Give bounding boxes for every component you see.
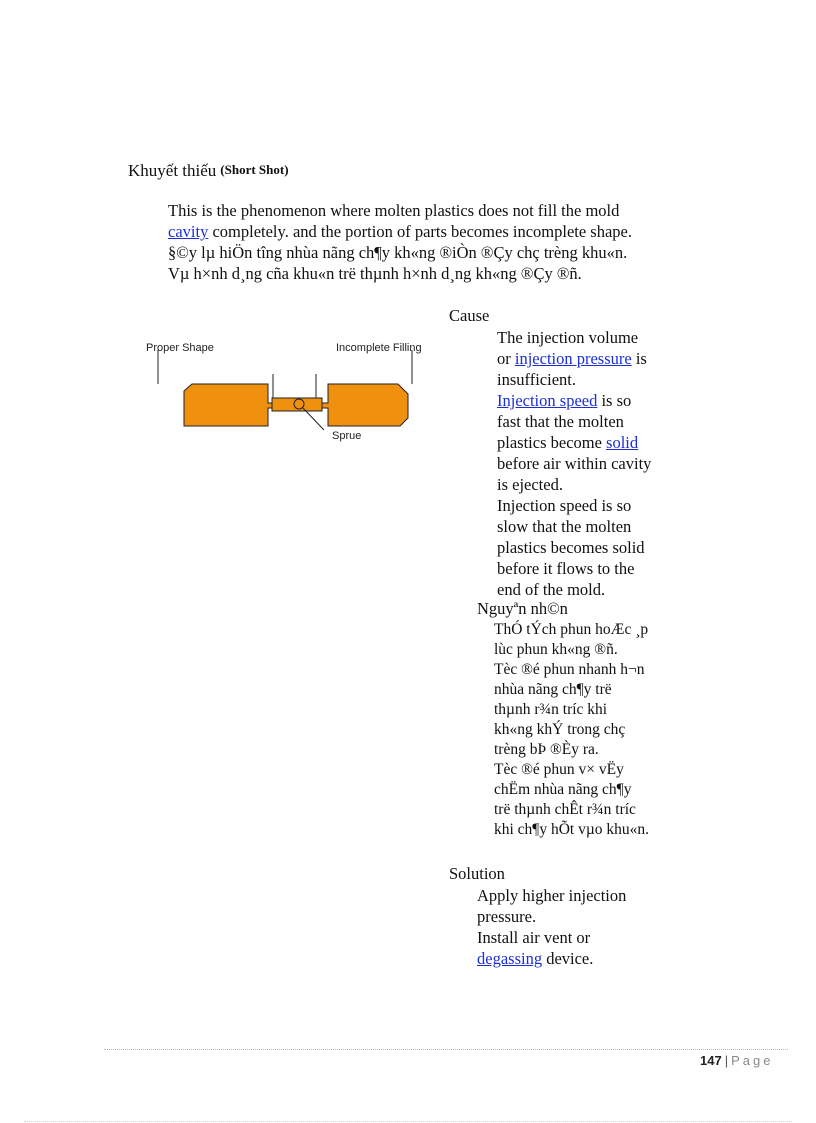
cause-text: or bbox=[497, 349, 515, 368]
cause-line: insufficient. bbox=[497, 370, 576, 389]
degassing-link[interactable]: degassing bbox=[477, 949, 543, 968]
nguyen-nhan-line: Tèc ®é phun v× vËy bbox=[494, 761, 624, 778]
bottom-divider bbox=[24, 1121, 792, 1122]
cause-text: is bbox=[631, 349, 647, 368]
solution-line: Apply higher injection bbox=[477, 886, 627, 905]
label-sprue: Sprue bbox=[332, 430, 362, 442]
nguyen-nhan-line: thµnh r¾n tríc khi bbox=[494, 701, 608, 718]
cause-text: plastics become bbox=[497, 433, 607, 452]
cause-line: before air within cavity bbox=[497, 454, 652, 473]
intro-en-line2-rest: completely. and the portion of parts becomes incomplete shape. bbox=[208, 222, 633, 241]
solution-line: Install air vent or bbox=[477, 928, 591, 947]
title-main: Khuyết thiếu bbox=[128, 161, 217, 180]
mold-diagram bbox=[146, 340, 426, 450]
page-number: 147 bbox=[700, 1053, 722, 1068]
nguyen-nhan-line: kh«ng khÝ trong chç bbox=[494, 721, 626, 738]
nguyen-nhan-line: Tèc ®é phun nhanh h¬n bbox=[494, 661, 645, 678]
intro-en-line1: This is the phenomenon where molten plastics does not fill the mold bbox=[168, 201, 620, 220]
cause-heading: Cause bbox=[449, 306, 490, 325]
intro-vi-line2: Vµ h×nh d¸ng cña khu«n trë thµnh h×nh d¸ng kh«ng ®Çy ®ñ. bbox=[168, 264, 582, 283]
nguyen-nhan-body bbox=[494, 620, 649, 840]
nguyen-nhan-line: lùc phun kh«ng ®ñ. bbox=[494, 641, 618, 658]
label-incomplete-filling: Incomplete Filling bbox=[336, 342, 422, 354]
cause-line: The injection volume bbox=[497, 328, 639, 347]
intro-paragraph bbox=[168, 200, 728, 284]
mold-diagram-svg bbox=[146, 340, 426, 450]
cause-line: slow that the molten bbox=[497, 517, 632, 536]
cavity-link[interactable]: cavity bbox=[168, 222, 209, 241]
label-proper-shape: Proper Shape bbox=[146, 342, 214, 354]
solution-line: pressure. bbox=[477, 907, 537, 926]
cause-line: end of the mold. bbox=[497, 580, 606, 599]
page-label: Page bbox=[731, 1053, 774, 1068]
cause-line bbox=[497, 390, 651, 411]
nguyen-nhan-heading: Nguyªn nh©n bbox=[477, 599, 568, 618]
cause-line bbox=[497, 432, 651, 453]
cause-line: Injection speed is so bbox=[497, 496, 632, 515]
injection-pressure-link[interactable]: injection pressure bbox=[514, 349, 632, 368]
injection-speed-link[interactable]: Injection speed bbox=[497, 391, 598, 410]
incomplete-part bbox=[322, 384, 408, 426]
page-footer bbox=[700, 1053, 773, 1068]
page-separator: | bbox=[724, 1053, 729, 1068]
cause-text: is so bbox=[597, 391, 632, 410]
solution-line bbox=[477, 948, 626, 969]
nguyen-nhan-line: trèng bÞ ®Èy ra. bbox=[494, 741, 599, 758]
nguyen-nhan-line: chËm nhùa nãng ch¶y bbox=[494, 781, 632, 798]
cause-line: is ejected. bbox=[497, 475, 563, 494]
nguyen-nhan-line: nhùa nãng ch¶y trë bbox=[494, 681, 612, 698]
intro-vi-line1: §©y lµ hiÖn tîng nhùa nãng ch¶y kh«ng ®iÒn ®Çy chç trèng khu«n. bbox=[168, 243, 628, 262]
cause-line: fast that the molten bbox=[497, 412, 624, 431]
nguyen-nhan-line: khi ch¶y hÕt vµo khu«n. bbox=[494, 821, 650, 838]
solid-link[interactable]: solid bbox=[606, 433, 639, 452]
cause-line: before it flows to the bbox=[497, 559, 635, 578]
intro-en-line2 bbox=[168, 221, 728, 242]
cause-body bbox=[497, 327, 651, 600]
title-sub: (Short Shot) bbox=[220, 162, 289, 177]
solution-text: device. bbox=[542, 949, 594, 968]
cause-line: plastics becomes solid bbox=[497, 538, 645, 557]
page-title bbox=[128, 161, 289, 181]
solution-body bbox=[477, 885, 626, 969]
nguyen-nhan-line: ThÓ tÝch phun hoÆc ¸p bbox=[494, 621, 649, 638]
footer-divider bbox=[104, 1049, 788, 1050]
solution-heading: Solution bbox=[449, 864, 505, 883]
proper-shape-part bbox=[184, 384, 272, 426]
cause-line bbox=[497, 348, 651, 369]
nguyen-nhan-line: trë thµnh chÊt r¾n tríc bbox=[494, 801, 636, 818]
